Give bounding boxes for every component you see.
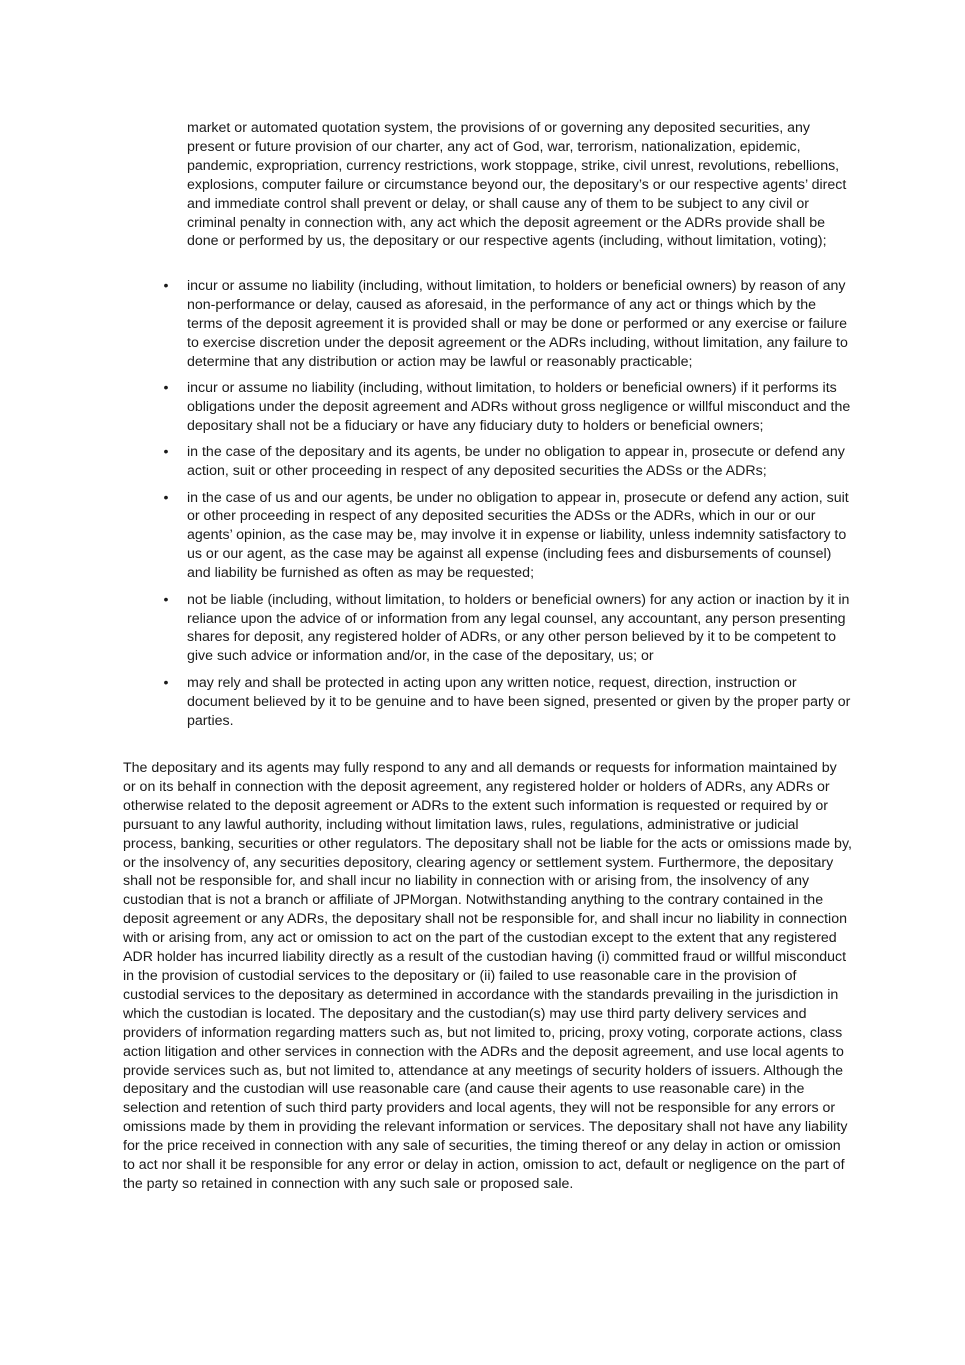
liability-bullet-list (123, 277, 853, 738)
list-item-text: in the case of the depositary and its agents, be under no obligation to appear in, prosecute or defend any action, suit or other proceeding in respect of any deposited securities the ADSs or the ADRs; (187, 444, 845, 480)
list-item (123, 489, 853, 584)
list-item (123, 591, 853, 667)
depositary-information-paragraph: The depositary and its agents may fully respond to any and all demands or requests for information maintained by or on its behalf in connection with the deposit agreement, any registered holder or holders of ADRs, any ADRs or otherwise related to the deposit agreement or ADRs to the extent such information is requested or required by or pursuant to any lawful authority, including without limitation laws, rules, regulations, administrative or judicial process, banking, securities or other regulators. The depositary shall not be liable for the acts or omissions made by, or the insolvency of, any securities depository, clearing agency or settlement system. Furthermore, the depositary shall not be responsible for, and shall incur no liability in connection with or arising from, the insolvency of any custodian that is not a branch or affiliate of JPMorgan. Notwithstanding anything to the contrary contained in the deposit agreement or any ADRs, the depositary shall not be responsible for, and shall incur no liability in connection with or arising from, any act or omission to act on the part of the custodian except to the extent that any registered ADR holder has incurred liability directly as a result of the custodian having (i) committed fraud or willful misconduct in the provision of custodial services to the depositary or (ii) failed to use reasonable care in the provision of custodial services to the depositary as determined in accordance with the standards prevailing in the jurisdiction in which the custodian is located. The depositary and the custodian(s) may use third party delivery services and providers of information regarding matters such as, but not limited to, pricing, proxy voting, corporate actions, class action litigation and other services in connection with the ADRs and the deposit agreement, and use local agents to provide services such as, but not limited to, attendance at any meetings of security holders of issuers. Although the depositary and the custodian will use reasonable care (and cause their agents to use reasonable care) in the selection and retention of such third party providers and local agents, they will not be responsible for any errors or omissions made by them in providing the relevant information or services. The depositary shall not have any liability for the price received in connection with any sale of securities, the timing thereof or any delay in action or omission to act nor shall it be responsible for any error or delay in action, omission to act, default or negligence on the part of the party so retained in connection with any such sale or proposed sale. (123, 760, 852, 1192)
list-item-text: incur or assume no liability (including, without limitation, to holders or beneficial owners) by reason of any non-performance or delay, caused as aforesaid, in the performance of any act or things which by the terms of the deposit agreement it is provided shall or may be done or performed or any exercise or failure to exercise discretion under the deposit agreement or the ADRs including, without limitation, any failure to determine that any distribution or action may be lawful or reasonably practicable; (187, 278, 848, 370)
list-item-text: in the case of us and our agents, be under no obligation to appear in, prosecute or defend any action, suit or other proceeding in respect of any deposited securities the ADSs or the ADRs, which in our or our agents’ opinion, as the case may be, may involve it in expense or liability, unless indemnity satisfactory to us or our agent, as the case may be against all expense (including fees and disbursements of counsel) and liability be furnished as often as may be requested; (187, 489, 849, 582)
list-item-text: incur or assume no liability (including, without limitation, to holders or beneficial owners) if it performs its obligations under the deposit agreement and ADRs without gross negligence or willful misconduct and the depositary shall not be a fiduciary or have any fiduciary duty to holders or beneficial owners; (187, 380, 851, 434)
bullet-icon: • (163, 489, 169, 506)
bullet-icon: • (163, 591, 169, 608)
bullet-icon: • (163, 278, 169, 294)
list-item (123, 277, 853, 372)
list-item (123, 674, 853, 731)
continuation-paragraph: market or automated quotation system, the provisions of or governing any deposited securities, any present or future provision of our charter, any act of God, war, terrorism, nationalization, epidemic, pandemic, expropriation, currency restrictions, work stoppage, strike, civil unrest, revolutions, rebellions, explosions, computer failure or circumstance beyond our, the depositary’s or our respective agents’ direct and immediate control shall prevent or delay, or shall cause any of them to be subject to any civil or criminal penalty in connection with, any act which the deposit agreement or the ADRs provide shall be done or performed by us, the depositary or our respective agents (including, without limitation, voting); (187, 120, 847, 250)
bullet-icon: • (163, 674, 169, 691)
list-item (123, 443, 853, 481)
list-item-text: not be liable (including, without limitation, to holders or beneficial owners) for any action or inaction by it in reliance upon the advice of or information from any legal counsel, any accountant, any person presenting shares for deposit, any registered holder of ADRs, or any other person believed by it to be competent to give such advice or information and/or, in the case of the depositary, us; or (187, 591, 850, 665)
list-item-text: may rely and shall be protected in acting upon any written notice, request, direction, instruction or document believed by it to be genuine and to have been signed, presented or given by the proper party or parties. (187, 674, 851, 729)
list-item (123, 379, 853, 436)
bullet-icon: • (163, 444, 169, 461)
bullet-icon: • (163, 380, 169, 397)
